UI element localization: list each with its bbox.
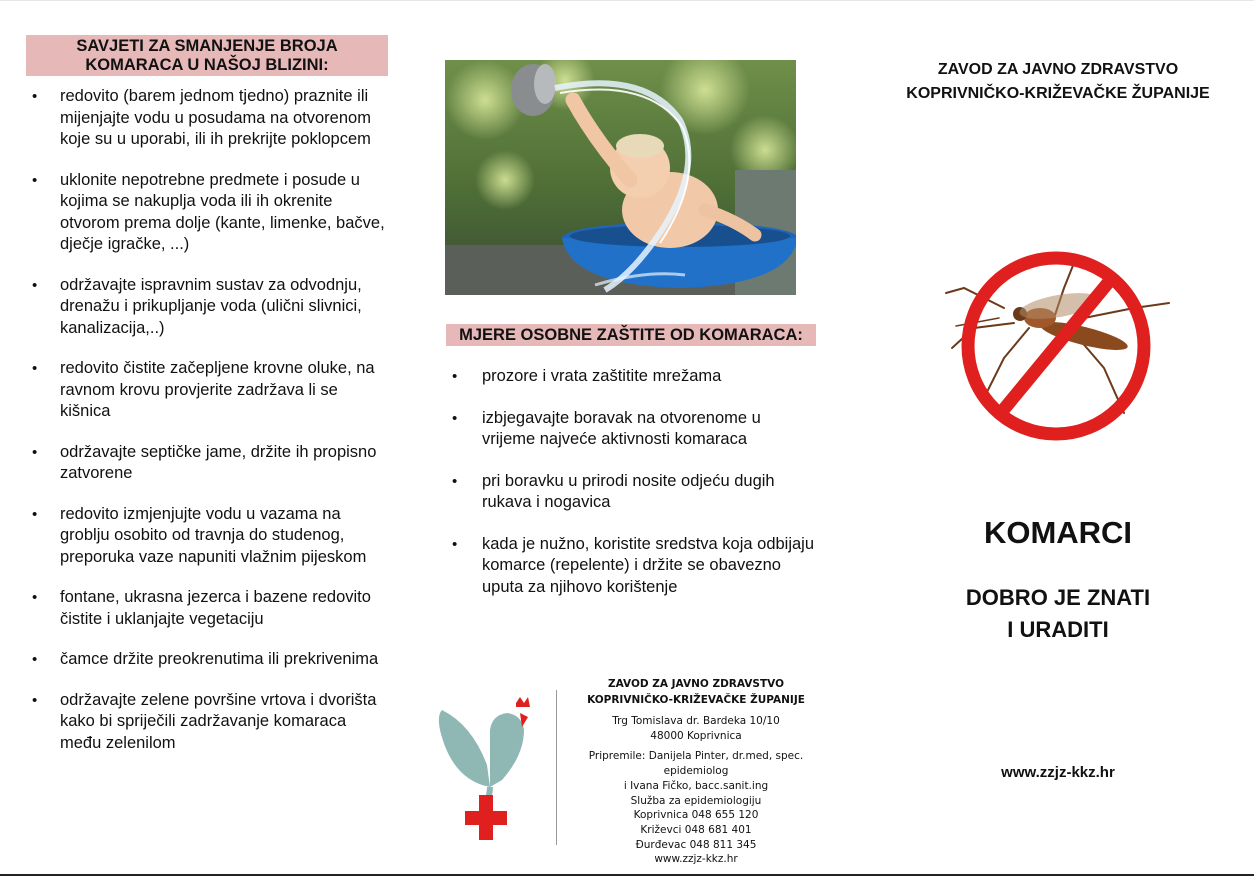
top-border (0, 0, 1254, 1)
list-item: • kada je nužno, koristite sredstva koja odbijaju komarce (repelente) i držite se obavezno uputa za njihovo korištenje (446, 534, 816, 599)
list-item: • održavajte zelene površine vrtova i dvorišta kako bi spriječili zadržavanje komaraca među zelenilom (26, 690, 388, 755)
list-item: • fontane, ukrasna jezerca i bazene redovito čistite i uklanjajte vegetaciju (26, 587, 388, 630)
footer-address1: Trg Tomislava dr. Bardeka 10/10 (612, 715, 780, 727)
cover-column (880, 58, 1236, 106)
footer-prepared2: i Ivana Fičko, bacc.sanit.ing (623, 779, 769, 792)
institution-line1: ZAVOD ZA JAVNO ZDRAVSTVO (937, 61, 1179, 78)
list-item: • redovito izmjenjujte vodu u vazama na groblju osobito od travnja do studenog, preporuka vaze napuniti vlažnim pijeskom (26, 504, 388, 569)
tips-list (26, 86, 388, 754)
institution-line2: KOPRIVNIČKO-KRIŽEVAČKE ŽUPANIJE (906, 85, 1210, 102)
list-item: • pri boravku u prirodi nosite odjeću dugih rukava i nogavica (446, 471, 816, 514)
list-item: • održavajte septičke jame, držite ih propisno zatvorene (26, 442, 388, 485)
list-item: • čamce držite preokrenutima ili prekrivenima (26, 649, 388, 671)
tips-column (26, 35, 388, 773)
subtitle-line1: DOBRO JE ZNATI (965, 585, 1151, 610)
protection-column (446, 324, 816, 618)
footer-address2: 48000 Koprivnica (650, 729, 742, 742)
footer-phone1: Koprivnica 048 655 120 (633, 809, 759, 822)
list-item: • prozore i vrata zaštitite mrežama (446, 366, 816, 388)
footer-contact (556, 676, 836, 867)
website-link[interactable]: www.zzjz-kkz.hr (1001, 764, 1115, 781)
child-water-photo (445, 60, 796, 295)
subtitle-line2: I URADITI (1007, 617, 1109, 642)
footer-service: Služba za epidemiologiju (630, 794, 762, 807)
list-item: • redovito čistite začepljene krovne oluke, na ravnom krovu provjerite zadržava li se kišnica (26, 358, 388, 423)
list-item: • redovito (barem jednom tjedno) praznite ili mijenjajte vodu u posudama na otvorenom koje su u uporabi, ili ih prekrijte poklopcem (26, 86, 388, 151)
footer-web: www.zzjz-kkz.hr (654, 853, 738, 866)
rooster-cross-logo (432, 695, 552, 845)
footer-org-line1: ZAVOD ZA JAVNO ZDRAVSTVO (607, 678, 785, 690)
no-mosquito-icon (944, 248, 1170, 444)
main-title: KOMARCI (983, 515, 1133, 550)
list-item: • uklonite nepotrebne predmete i posude u kojima se nakuplja voda ili ih okrenite otvorom prema dolje (kante, limenke, bačve, dječje igračke, ...) (26, 170, 388, 256)
list-item: • izbjegavajte boravak na otvorenome u vrijeme najveće aktivnosti komaraca (446, 408, 816, 451)
tips-heading: SAVJETI ZA SMANJENJE BROJA KOMARACA U NAŠOJ BLIZINI: (26, 35, 388, 76)
footer-phone2: Križevci 048 681 401 (640, 823, 752, 836)
footer-phone3: Đurđevac 048 811 345 (635, 838, 757, 851)
subtitle (880, 582, 1236, 646)
protection-heading: MJERE OSOBNE ZAŠTITE OD KOMARACA: (446, 324, 816, 346)
protection-list (446, 366, 816, 598)
footer-prepared1: Pripremile: Danijela Pinter, dr.med, spec. epidemiolog (588, 750, 804, 778)
footer-org-line2: KOPRIVNIČKO-KRIŽEVAČKE ŽUPANIJE (587, 694, 805, 706)
list-item: • održavajte ispravnim sustav za odvodnju, drenažu i prikupljanje voda (ulični slivnici, kanalizacija,..) (26, 275, 388, 340)
